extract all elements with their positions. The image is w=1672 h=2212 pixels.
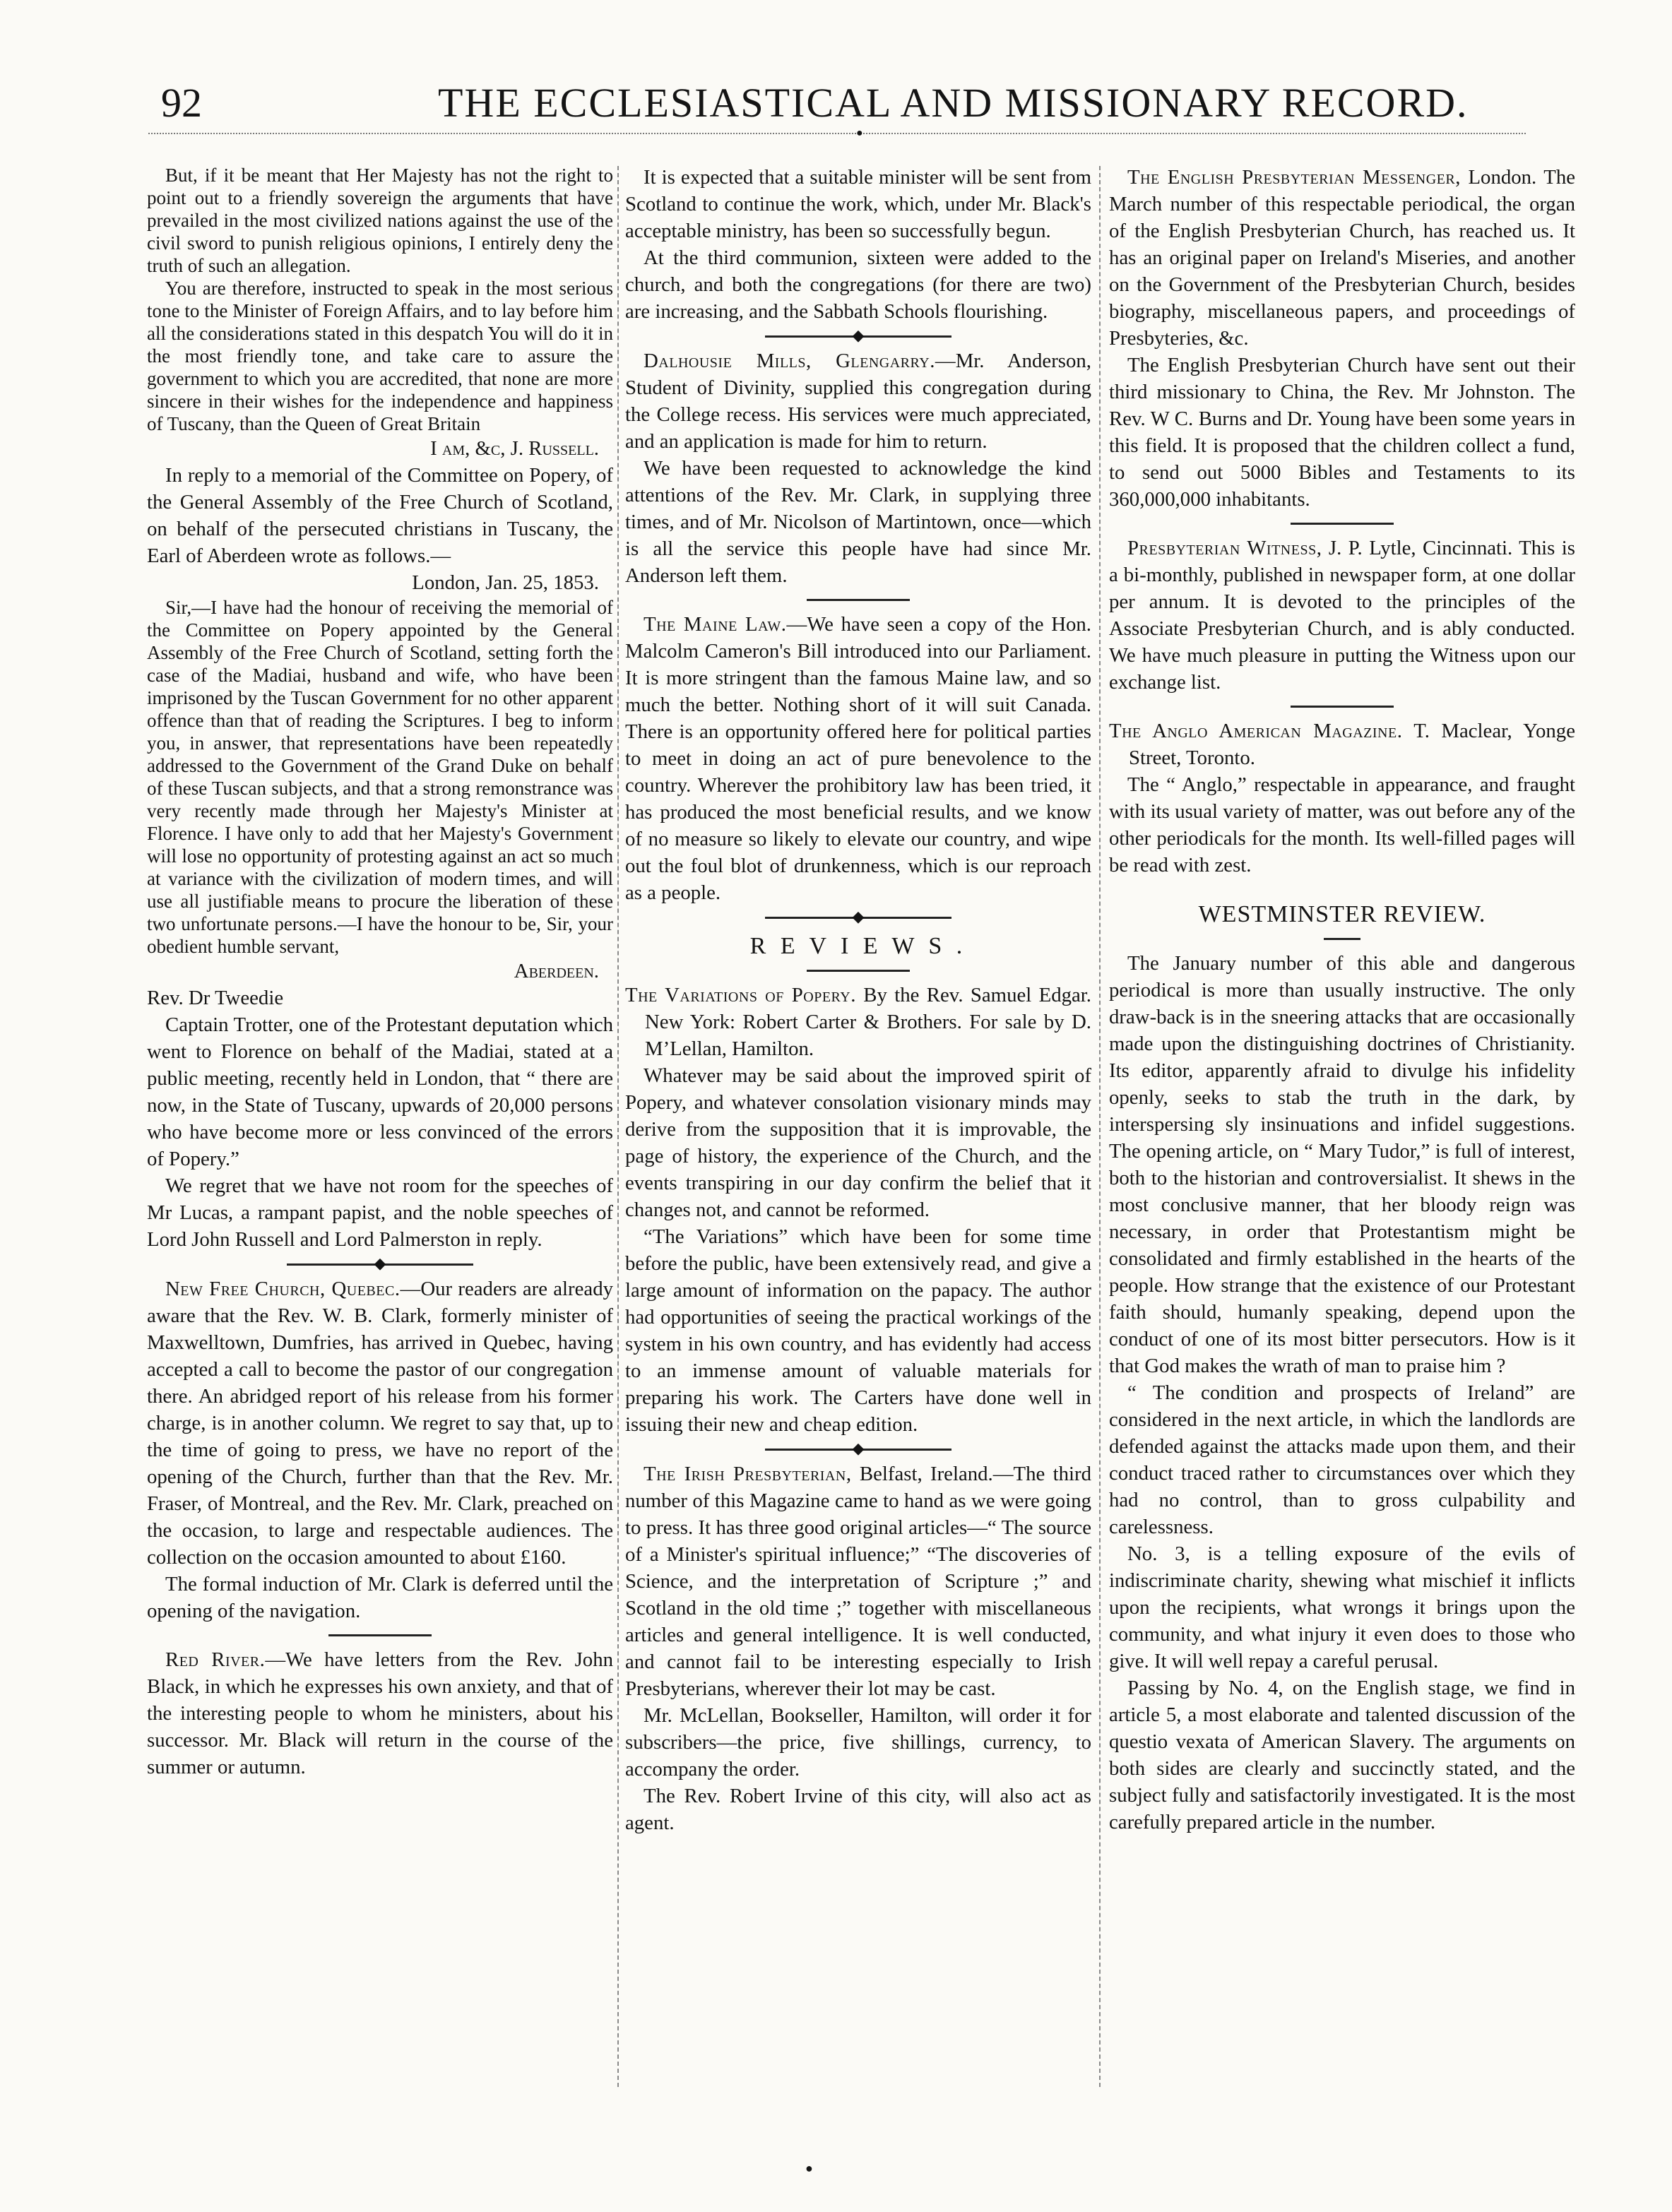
- item-heading: New Free Church, Quebec.: [165, 1278, 401, 1300]
- review-heading: [625, 982, 1091, 1062]
- header-rule: [148, 133, 1526, 134]
- section-rule: [807, 599, 909, 601]
- item-text: —Our readers are already aware that the Rev. W. B. Clark, formerly minister of Maxwelltown, Dumfries, has arrived in Quebec, having accepted a call to become the pastor of our congregation there. An abridged report of his release from his former charge, is in another column. We regret to say that, up to the time of going to press, we have no report of the opening of the Church, further than that the Rev. Mr. Fraser, of Montreal, and the Rev. Mr. Clark, preached on the occasion, to large and respectable audiences. The collection on the occasion amounted to about £160.: [147, 1278, 613, 1569]
- section-divider: [625, 1438, 1091, 1461]
- paragraph: [1109, 535, 1575, 696]
- item-heading: The Maine Law.: [644, 613, 787, 636]
- paragraph: Whatever may be said about the improved spirit of Popery, and whatever consolation visionary minds may derive from the supposition that it is improvable, the page of history, the experience of the Church, and the events transpiring in our day confirm the belief that it changes not, and cannot be reformed.: [625, 1064, 1091, 1221]
- paragraph: [625, 347, 1091, 455]
- section-divider: [625, 325, 1091, 347]
- item-heading: The Anglo American Magazine.: [1109, 720, 1403, 742]
- column-separator: [617, 166, 619, 2087]
- paragraph: It is expected that a suitable minister will be sent from Scotland to continue the work, which, under Mr. Black's acceptable ministry, has been so successfully begun.: [625, 166, 1091, 242]
- paragraph: At the third communion, sixteen were added to the church, and both the congregations (for there are two) are increasing, and the Sabbath Schools flourishing.: [625, 246, 1091, 323]
- section-rule: [1291, 523, 1393, 525]
- paragraph: “ The condition and prospects of Ireland” are considered in the next article, in which the landlords are defended against the attacks made upon them, and their conduct traced rather to circumstances over which they had no control, than to gross culpability and carelessness.: [1109, 1381, 1575, 1538]
- item-text: —We have seen a copy of the Hon. Malcolm Cameron's Bill introduced into our Parliament. It is more stringent than the famous Maine law, and so much the better. Nothing short of it will suit Canada. There is an opportunity offered here for political parties to meet in doing an act of pure benevolence to the country. Wherever the prohibitory law has been tried, it has produced the most beneficial results, and we know of no measure so likely to elevate our country, and wipe out the foul blot of drunkenness, which is our reproach as a people.: [625, 613, 1091, 904]
- running-title: THE ECCLESIASTICAL AND MISSIONARY RECORD.: [438, 80, 1469, 126]
- review-publication: By the Rev. Samuel Edgar. New York: Robert Carter & Brothers. For sale by D. M’Lellan, Hamilton.: [645, 984, 1091, 1060]
- header-ornament: ●: [856, 127, 863, 139]
- paragraph: [1109, 718, 1575, 771]
- paragraph: The “ Anglo,” respectable in appearance, and fraught with its usual variety of matter, was out before any of the other periodicals for the month. Its well-filled pages will be read with zest.: [1109, 773, 1575, 876]
- paragraph: [147, 1646, 613, 1780]
- column-left: [147, 164, 613, 1780]
- review-title: The Variations of Popery.: [625, 984, 856, 1006]
- paragraph: In reply to a memorial of the Committee on Popery, of the General Assembly of the Free Church of Scotland, on behalf of the persecuted christians in Tuscany, the Earl of Aberdeen wrote as follows.—: [147, 464, 613, 567]
- section-rule: [807, 970, 909, 972]
- signature: I am, &c, J. Russell.: [430, 437, 599, 460]
- paragraph: The Rev. Robert Irvine of this city, will also act as agent.: [625, 1785, 1091, 1834]
- item-text: —Mr. Anderson, Student of Divinity, supplied this congregation during the College recess. His services were much appreciated, and an application is made for him to return.: [625, 350, 1091, 453]
- paragraph: Mr. McLellan, Bookseller, Hamilton, will order it for subscribers—the price, five shillings, currency, to accompany the order.: [625, 1704, 1091, 1780]
- item-heading: Dalhousie Mills, Glengarry.: [644, 350, 935, 372]
- signature: Aberdeen.: [514, 960, 599, 982]
- item-heading: Presbyterian Witness,: [1127, 537, 1322, 559]
- section-rule: [1291, 706, 1393, 708]
- paragraph: The January number of this able and dangerous periodical is more than usually instructive. The only draw-back is in the sneering attacks that are occasionally made upon the distinguishing doctrines of Christianity. Its editor, apparently afraid to divulge his infidelity openly, seeks to stab the truth in the dark, by interspersing sly insinuations and infidel suggestions. The opening article, on “ Mary Tudor,” is full of interest, both to the historian and controversialist. It shews in the most conclusive manner, that her bloody reign was necessary, in order that Protestantism might be consolidated and firmly established in the hearts of the people. How strange that the existence of our Protestant faith should, humanly speaking, depend upon the conduct of one of its most bitter persecutors. How is it that God makes the wrath of man to praise him ?: [1109, 952, 1575, 1377]
- paragraph: [1109, 164, 1575, 352]
- paragraph: [625, 611, 1091, 906]
- paragraph: But, if it be meant that Her Majesty has not the right to point out to a friendly sovereign the arguments that have prevailed in the most civilized nations against the use of the civil sword to punish religious opinions, I entirely deny the truth of such an allegation.: [147, 165, 613, 276]
- paragraph: You are therefore, instructed to speak in the most serious tone to the Minister of Foreign Affairs, and to lay before him all the considerations stated in this despatch You will do it in the most friendly tone, and take care to assure the government to which you are accredited, that none are more sincere in their wishes for the independence and happiness of Tuscany, than the Queen of Great Britain: [147, 278, 613, 434]
- item-text: T. Maclear, Yonge Street, Toronto.: [1129, 720, 1575, 769]
- item-text: —We have letters from the Rev. John Black, in which he expresses his own anxiety, and that of the interesting people to whom he ministers, about his successor. Mr. Black will return in the course of the summer or autumn.: [147, 1648, 613, 1778]
- paragraph: Passing by No. 4, on the English stage, we find in article 5, a most elaborate and talented discussion of the questio vexata of American Slavery. The arguments on both sides are clearly and succinctly stated, and the subject fully and satisfactorily investigated. It is the most carefully prepared article in the number.: [1109, 1677, 1575, 1833]
- section-divider: [147, 1253, 613, 1276]
- paragraph: The English Presbyterian Church have sent out their third missionary to China, the Rev. Mr Johnston. The Rev. W C. Burns and Dr. Young have been some years in this field. It is proposed that the children collect a fund, to send out 5000 Bibles and Testaments to its 360,000,000 inhabitants.: [1109, 354, 1575, 511]
- paragraph: Captain Trotter, one of the Protestant deputation which went to Florence on behalf of the Madiai, stated at a public meeting, recently held in London, that “ there are now, in the State of Tuscany, upwards of 20,000 persons who have become more or less convinced of the errors of Popery.”: [147, 1013, 613, 1170]
- item-text: Belfast, Ireland.—The third number of this Magazine came to hand as we were going to press. It has three good original articles—“ The source of a Minister's spiritual influence;” “The discoveries of Science, and the interpretation of Scripture ;” and Scotland in the old time ;” together with miscellaneous articles and general intelligence. It is well conducted, and cannot fail to be interesting especially to Irish Presbyterians, wherever their lot may be cast.: [625, 1463, 1091, 1700]
- item-heading: The English Presbyterian Messenger,: [1127, 166, 1461, 189]
- reviews-heading: R E V I E W S .: [749, 933, 967, 959]
- paragraph: The formal induction of Mr. Clark is deferred until the opening of the navigation.: [147, 1573, 613, 1622]
- item-text: J. P. Lytle, Cincinnati. This is a bi-monthly, published in newspaper form, at one dollar per annum. It is devoted to the principles of the Associate Presbyterian Church, and is ably conducted. We have much pleasure in putting the Witness upon our exchange list.: [1109, 537, 1576, 694]
- section-divider: [625, 906, 1091, 929]
- item-heading: The Irish Presbyterian,: [644, 1463, 852, 1485]
- item-heading: Red River.: [165, 1648, 266, 1671]
- section-rule: [328, 1634, 431, 1636]
- letter-body: Sir,—I have had the honour of receiving the memorial of the Committee on Popery appointed by the General Assembly of the Free Church of Scotland, setting forth the case of the Madiai, husband and wife, who have been imprisoned by the Tuscan Government for no other apparent offence than that of reading the Scriptures. I beg to inform you, in answer, that representations have been repeatedly addressed to the Government of the Grand Duke on behalf of these Tuscan subjects, and that a strong remonstrance was very recently made through her Majesty's Minister at Florence. I have only to add that her Majesty's Government will lose no opportunity of protesting against an act so much at variance with the civilization of modern times, and will use all justifiable means to procure the liberation of these two unfortunate persons.—I have the honour to be, Sir, your obedient humble servant,: [147, 597, 613, 957]
- column-middle: [625, 164, 1091, 1836]
- paragraph: [147, 1276, 613, 1571]
- paragraph: No. 3, is a telling exposure of the evils of indiscriminate charity, shewing what mischief it inflicts upon the recipients, what wrongs it brings upon the community, and what injury it even does to those who give. It will well repay a careful perusal.: [1109, 1542, 1575, 1672]
- section-rule: [1324, 938, 1361, 940]
- column-right: [1109, 164, 1575, 1836]
- footer-ornament: ●: [805, 2161, 813, 2175]
- westminster-review-heading: WESTMINSTER REVIEW.: [1198, 901, 1486, 927]
- paragraph: “The Variations” which have been for some time before the public, have been extensively read, and give a large amount of information on the papacy. The author had opportunities of seeing the practical workings of the system in his own country, and has evidently had access to an immense amount of valuable materials for preparing his work. The Carters have done well in issuing their new and cheap edition.: [625, 1225, 1091, 1436]
- addressee: Rev. Dr Tweedie: [147, 987, 284, 1009]
- dateline: London, Jan. 25, 1853.: [412, 571, 599, 594]
- paragraph: We regret that we have not room for the speeches of Mr Lucas, a rampant papist, and the noble speeches of Lord John Russell and Lord Palmerston in reply.: [147, 1175, 613, 1251]
- item-text: London. The March number of this respectable periodical, the organ of the English Presbyterian Church, has reached us. It has an original paper on Ireland's Miseries, and another on the Government of the Presbyterian Church, besides biography, miscellaneous papers, and proceedings of Presbyteries, &c.: [1109, 166, 1575, 350]
- paragraph: We have been requested to acknowledge the kind attentions of the Rev. Mr. Clark, in supplying three times, and of Mr. Nicolson of Martintown, once—which is all the service this people have had since Mr. Anderson left them.: [625, 457, 1091, 587]
- page-number: 92: [161, 80, 202, 126]
- column-separator: [1099, 166, 1101, 2087]
- paragraph: [625, 1461, 1091, 1702]
